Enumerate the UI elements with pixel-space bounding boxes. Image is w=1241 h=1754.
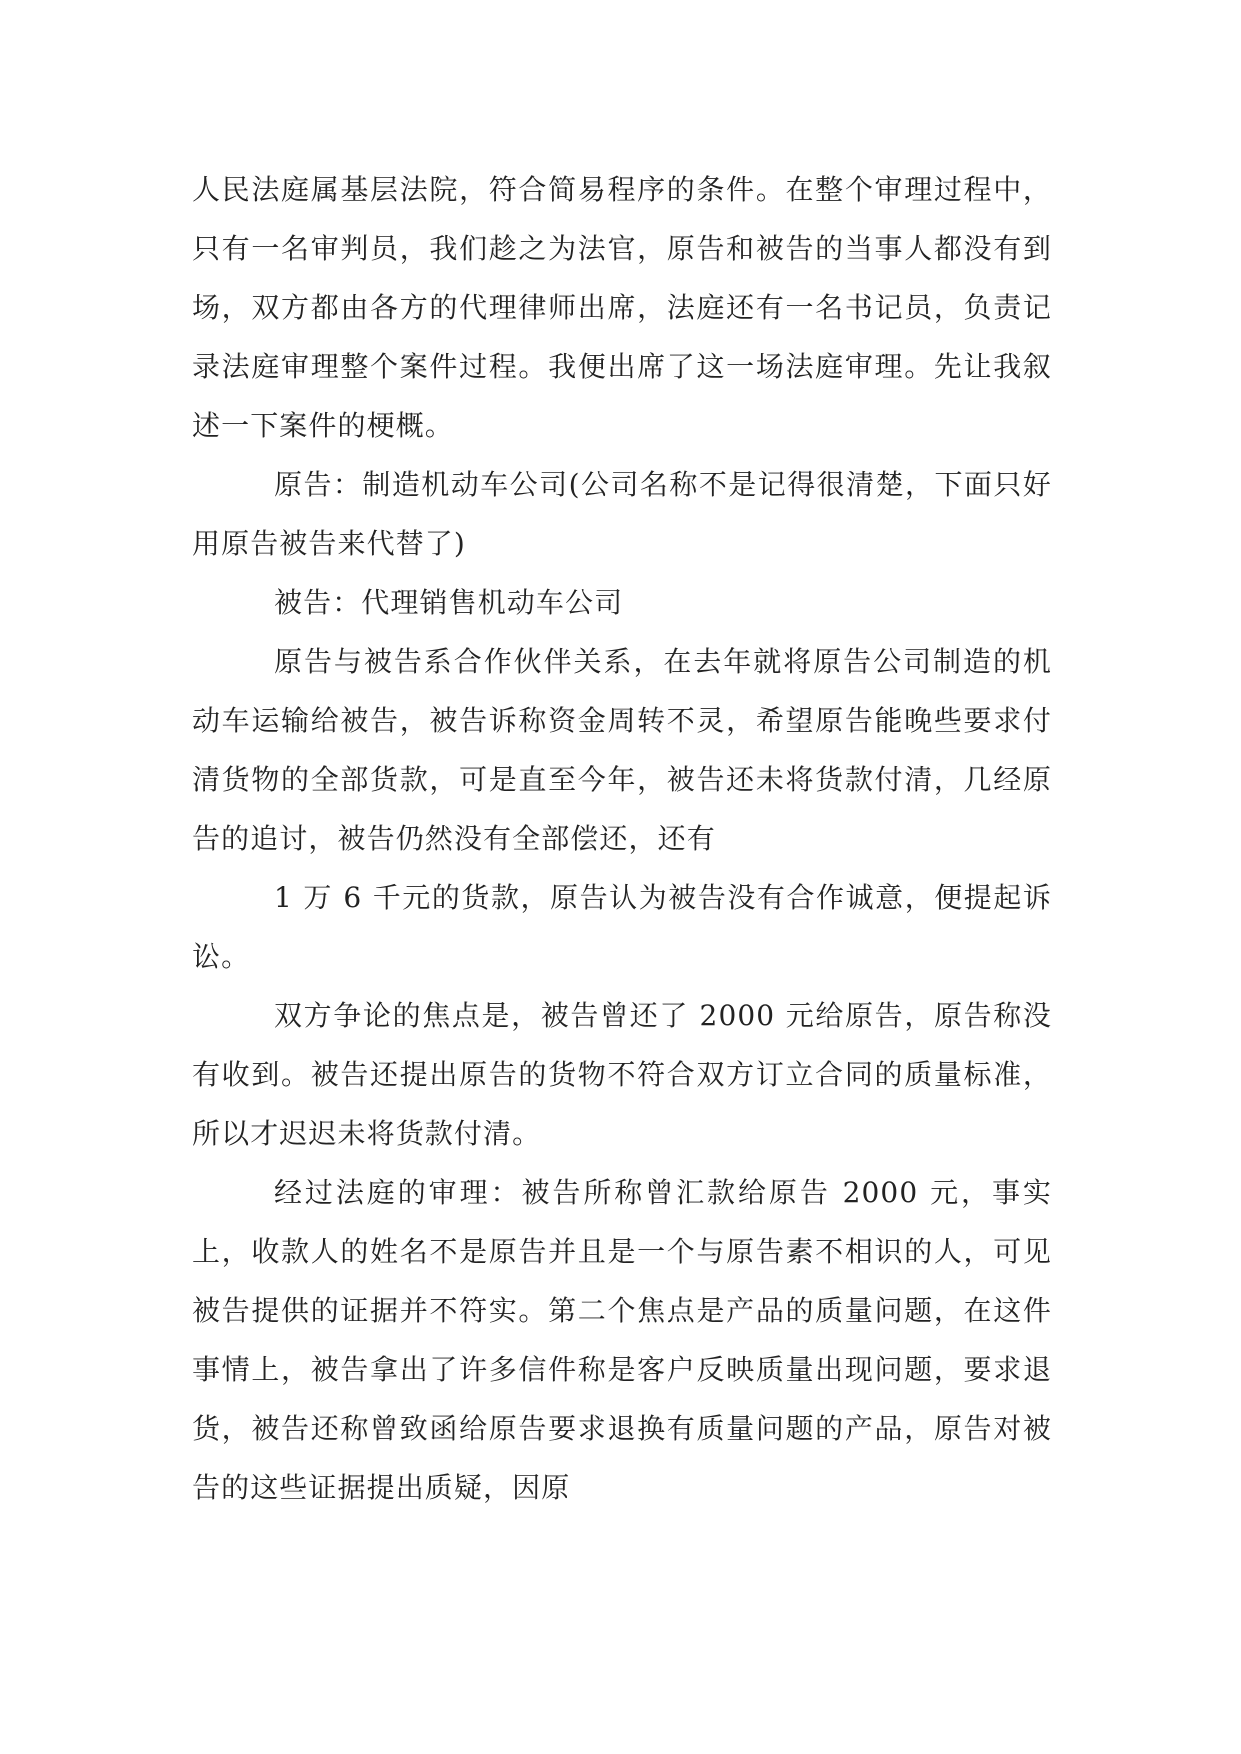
paragraph-defendant: 被告：代理销售机动车公司 <box>274 586 624 619</box>
document-body <box>192 160 1052 1517</box>
paragraph-case-background: 原告与被告系合作伙伴关系，在去年就将原告公司制造的机动车运输给被告，被告诉称资金周转不灵，希望原告能晚些要求付清货物的全部货款，可是直至今年，被告还未将货款付清，几经原告的追讨，被告仍然没有全部偿还，还有 <box>192 645 1052 855</box>
paragraph-trial-findings: 经过法庭的审理：被告所称曾汇款给原告 2000 元，事实上，收款人的姓名不是原告并且是一个与原告素不相识的人，可见被告提供的证据并不符实。第二个焦点是产品的质量问题，在这件事情上，被告拿出了许多信件称是客户反映质量出现问题，要求退货，被告还称曾致函给原告要求退换有质量问题的产品，原告对被告的这些证据提出质疑，因原 <box>192 1176 1052 1504</box>
paragraph-outstanding-amount: 1 万 6 千元的货款，原告认为被告没有合作诚意，便提起诉讼。 <box>192 881 1052 973</box>
paragraph-court-description: 人民法庭属基层法院，符合简易程序的条件。在整个审理过程中，只有一名审判员，我们趁之为法官，原告和被告的当事人都没有到场，双方都由各方的代理律师出席，法庭还有一名书记员，负责记录法庭审理整个案件过程。我便出席了这一场法庭审理。先让我叙述一下案件的梗概。 <box>192 173 1052 442</box>
paragraph-plaintiff: 原告：制造机动车公司(公司名称不是记得很清楚，下面只好用原告被告来代替了) <box>192 468 1052 560</box>
paragraph-dispute-focus: 双方争论的焦点是，被告曾还了 2000 元给原告，原告称没有收到。被告还提出原告的货物不符合双方订立合同的质量标准，所以才迟迟未将货款付清。 <box>192 999 1052 1150</box>
